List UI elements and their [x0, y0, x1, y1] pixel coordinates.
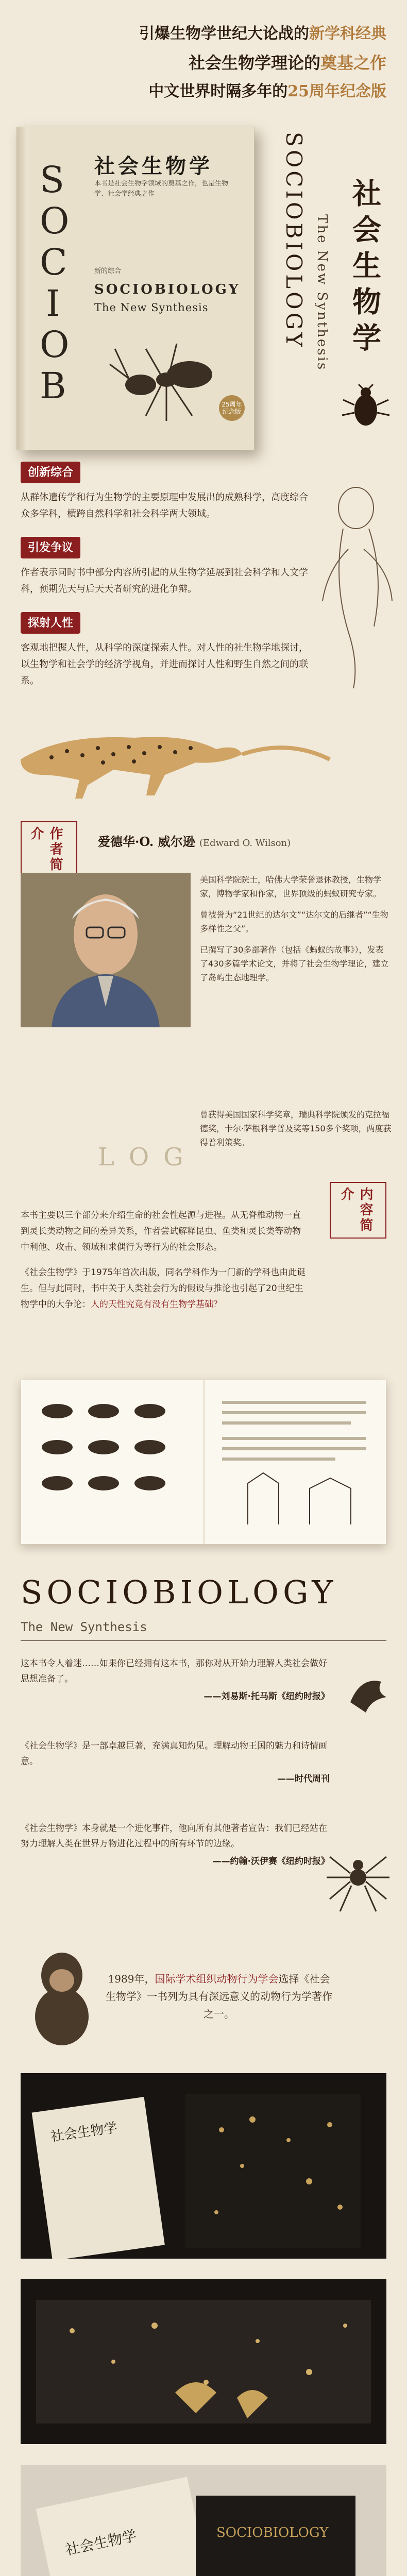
review-quote: 《社会生物学》是一部卓越巨著，充满真知灼见。理解动物王国的魅力和诗情画意。 ——时代周刊: [21, 1741, 330, 1784]
summary-section-tag: 内容简介: [330, 1182, 386, 1239]
summary-section: [0, 1187, 407, 1563]
open-book-pages: [21, 1380, 386, 1545]
cover-edition: 新的综合: [94, 267, 122, 275]
bird-icon: [340, 1661, 392, 1723]
highlight-text: 客观地把握人性，从科学的深度探索人性。对人性的社生物学地探讨，以生物学和社会学的经济学视角，并进而探讨人性和野生自然之间的联系。: [21, 642, 308, 686]
summary-text: 本书主要以三个部分来介绍生命的社会性起源与进程。从无脊椎动物一直到灵长类动物之间的差异关系，作者尝试解释昆虫、鱼类和灵长类等动物中利他、攻击、领域和求偶行为等行为的社会形态。 《社会生物学》于1975年首次出版，同名学科作为一门新的学科也由此诞生。但与此同时，书中关于人类社会行为的假设与推论也引起了20世纪生物学中的大争论：人的天性究竟有没有生物学基础？: [21, 1210, 306, 1310]
review-quote: 这本书令人着迷……如果你已经拥有这本书，那你对从开始力理解人类社会做好思想准备了。 ——刘易斯·托马斯《纽约时报》: [21, 1658, 330, 1702]
chimp-illustration: [21, 1944, 103, 2047]
sociobiology-title: SOCIOBIOLOGY: [21, 1573, 337, 1611]
book-spine: [17, 127, 28, 450]
highlight-text: 从群体遗传学和行为生物学的主要原理中发展出的成熟科学，高度综合众多学科，横跨自然科学和社会科学两大领域。: [21, 492, 308, 519]
svg-text:O: O: [40, 324, 70, 366]
photo-book-title: 社会生物学: [49, 2120, 118, 2145]
cover-english-title: SOCIOBIOLOGY The New Synthesis: [94, 282, 241, 314]
sociobiology-subtitle: The New Synthesis: [21, 1620, 147, 1634]
svg-text:O: O: [40, 200, 70, 242]
highlight-tag: 探射人性: [21, 612, 80, 634]
author-name: 爱德华·O. 威尔逊 (Edward O. Wilson): [98, 834, 291, 849]
cheetah-band: [0, 698, 407, 801]
vertical-title-en-sub: The New Synthesis: [314, 214, 330, 371]
photo-book-title: 社会生物学: [64, 2527, 138, 2559]
ant-illustration: [105, 328, 233, 431]
author-bio: 美国科学院院士，哈佛大学荣誉退休教授，生物学家，博物学家和作家，世界顶级的蚂蚁研究专家。 曾被誉为“21世纪的达尔文”“达尔文的后继者”“生物多样性之父”。 已撰写了30多部著作（包括《蚂蚁的故事》），发表了430多篇学术论文，并将了社会生物学理论，建立了岛屿生态地理学。: [200, 875, 389, 982]
award-statement: 1989年，国际学术组织动物行为学会选择《社会生物学》一书列为具有深远意义的动物行为学著作之一。: [106, 1973, 332, 2020]
cover-title: 社会生物学: [94, 154, 213, 178]
highlight-tag: 引发争议: [21, 537, 80, 558]
headline-line-2: 社会生物学理论的奠基之作: [188, 53, 386, 73]
svg-text:B: B: [40, 365, 66, 407]
author-section: [0, 801, 407, 1192]
log-watermark: LOG: [98, 1143, 198, 1172]
book-photo: [21, 2279, 386, 2444]
hero: [0, 106, 407, 456]
cheetah-illustration: [0, 698, 407, 801]
review-quote: 《社会生物学》本身就是一个进化事件，他向所有其他著者宣告：我们已经站在努力理解人类在世界万物进化过程中的所有环节的边缘。 ——约翰·沃伊赛《纽约时报》: [21, 1823, 330, 1867]
beetle-icon: [340, 384, 392, 431]
book-cover[interactable]: [16, 127, 255, 450]
cover-subtitle: 本书是社会生物学领域的奠基之作，也是生物学、社会学经典之作: [94, 180, 229, 198]
spider-icon: [325, 1841, 392, 1913]
photo-spine-title: SOCIOBIOLOGY: [216, 2525, 329, 2540]
book-photo: [21, 2465, 386, 2576]
vertical-title-cn: 社会生物学: [348, 178, 382, 359]
highlights-section: [0, 456, 407, 692]
svg-text:S: S: [40, 159, 64, 201]
author-photo: [21, 873, 191, 1027]
book-photo-gallery: [0, 2053, 407, 2576]
author-section-tag: 作者简介: [21, 821, 77, 878]
reviews-section: [0, 1563, 407, 2053]
svg-text:C: C: [40, 241, 67, 283]
cover-letters-graphic: [35, 156, 91, 419]
vertical-title: [278, 116, 397, 436]
headline-line-3: 中文世界时隔多年的25周年纪念版: [148, 82, 386, 100]
headline-line-1: 引爆生物学世纪大论战的新学科经典: [139, 25, 386, 43]
author-awards: 曾获得美国国家科学奖章，瑞典科学院颁发的克拉福德奖，卡尔·萨根科学普及奖等150多个奖项，两度获得普利策奖。: [200, 1110, 392, 1147]
svg-text:I: I: [46, 282, 60, 325]
book-photo: [21, 2073, 386, 2259]
vertical-title-en: SOCIOBIOLOGY: [281, 132, 307, 350]
primate-illustration: [317, 477, 395, 693]
highlight-text: 作者表示同时书中部分内容所引起的从生物学延展到社会科学和人文学科，预期先天与后天天者研究的进化争辩。: [21, 567, 308, 595]
highlight-tag: 创新综合: [21, 462, 80, 483]
divider: [21, 1640, 386, 1641]
headline: [0, 0, 407, 106]
cover-badge: 25周年纪念版: [219, 395, 245, 421]
